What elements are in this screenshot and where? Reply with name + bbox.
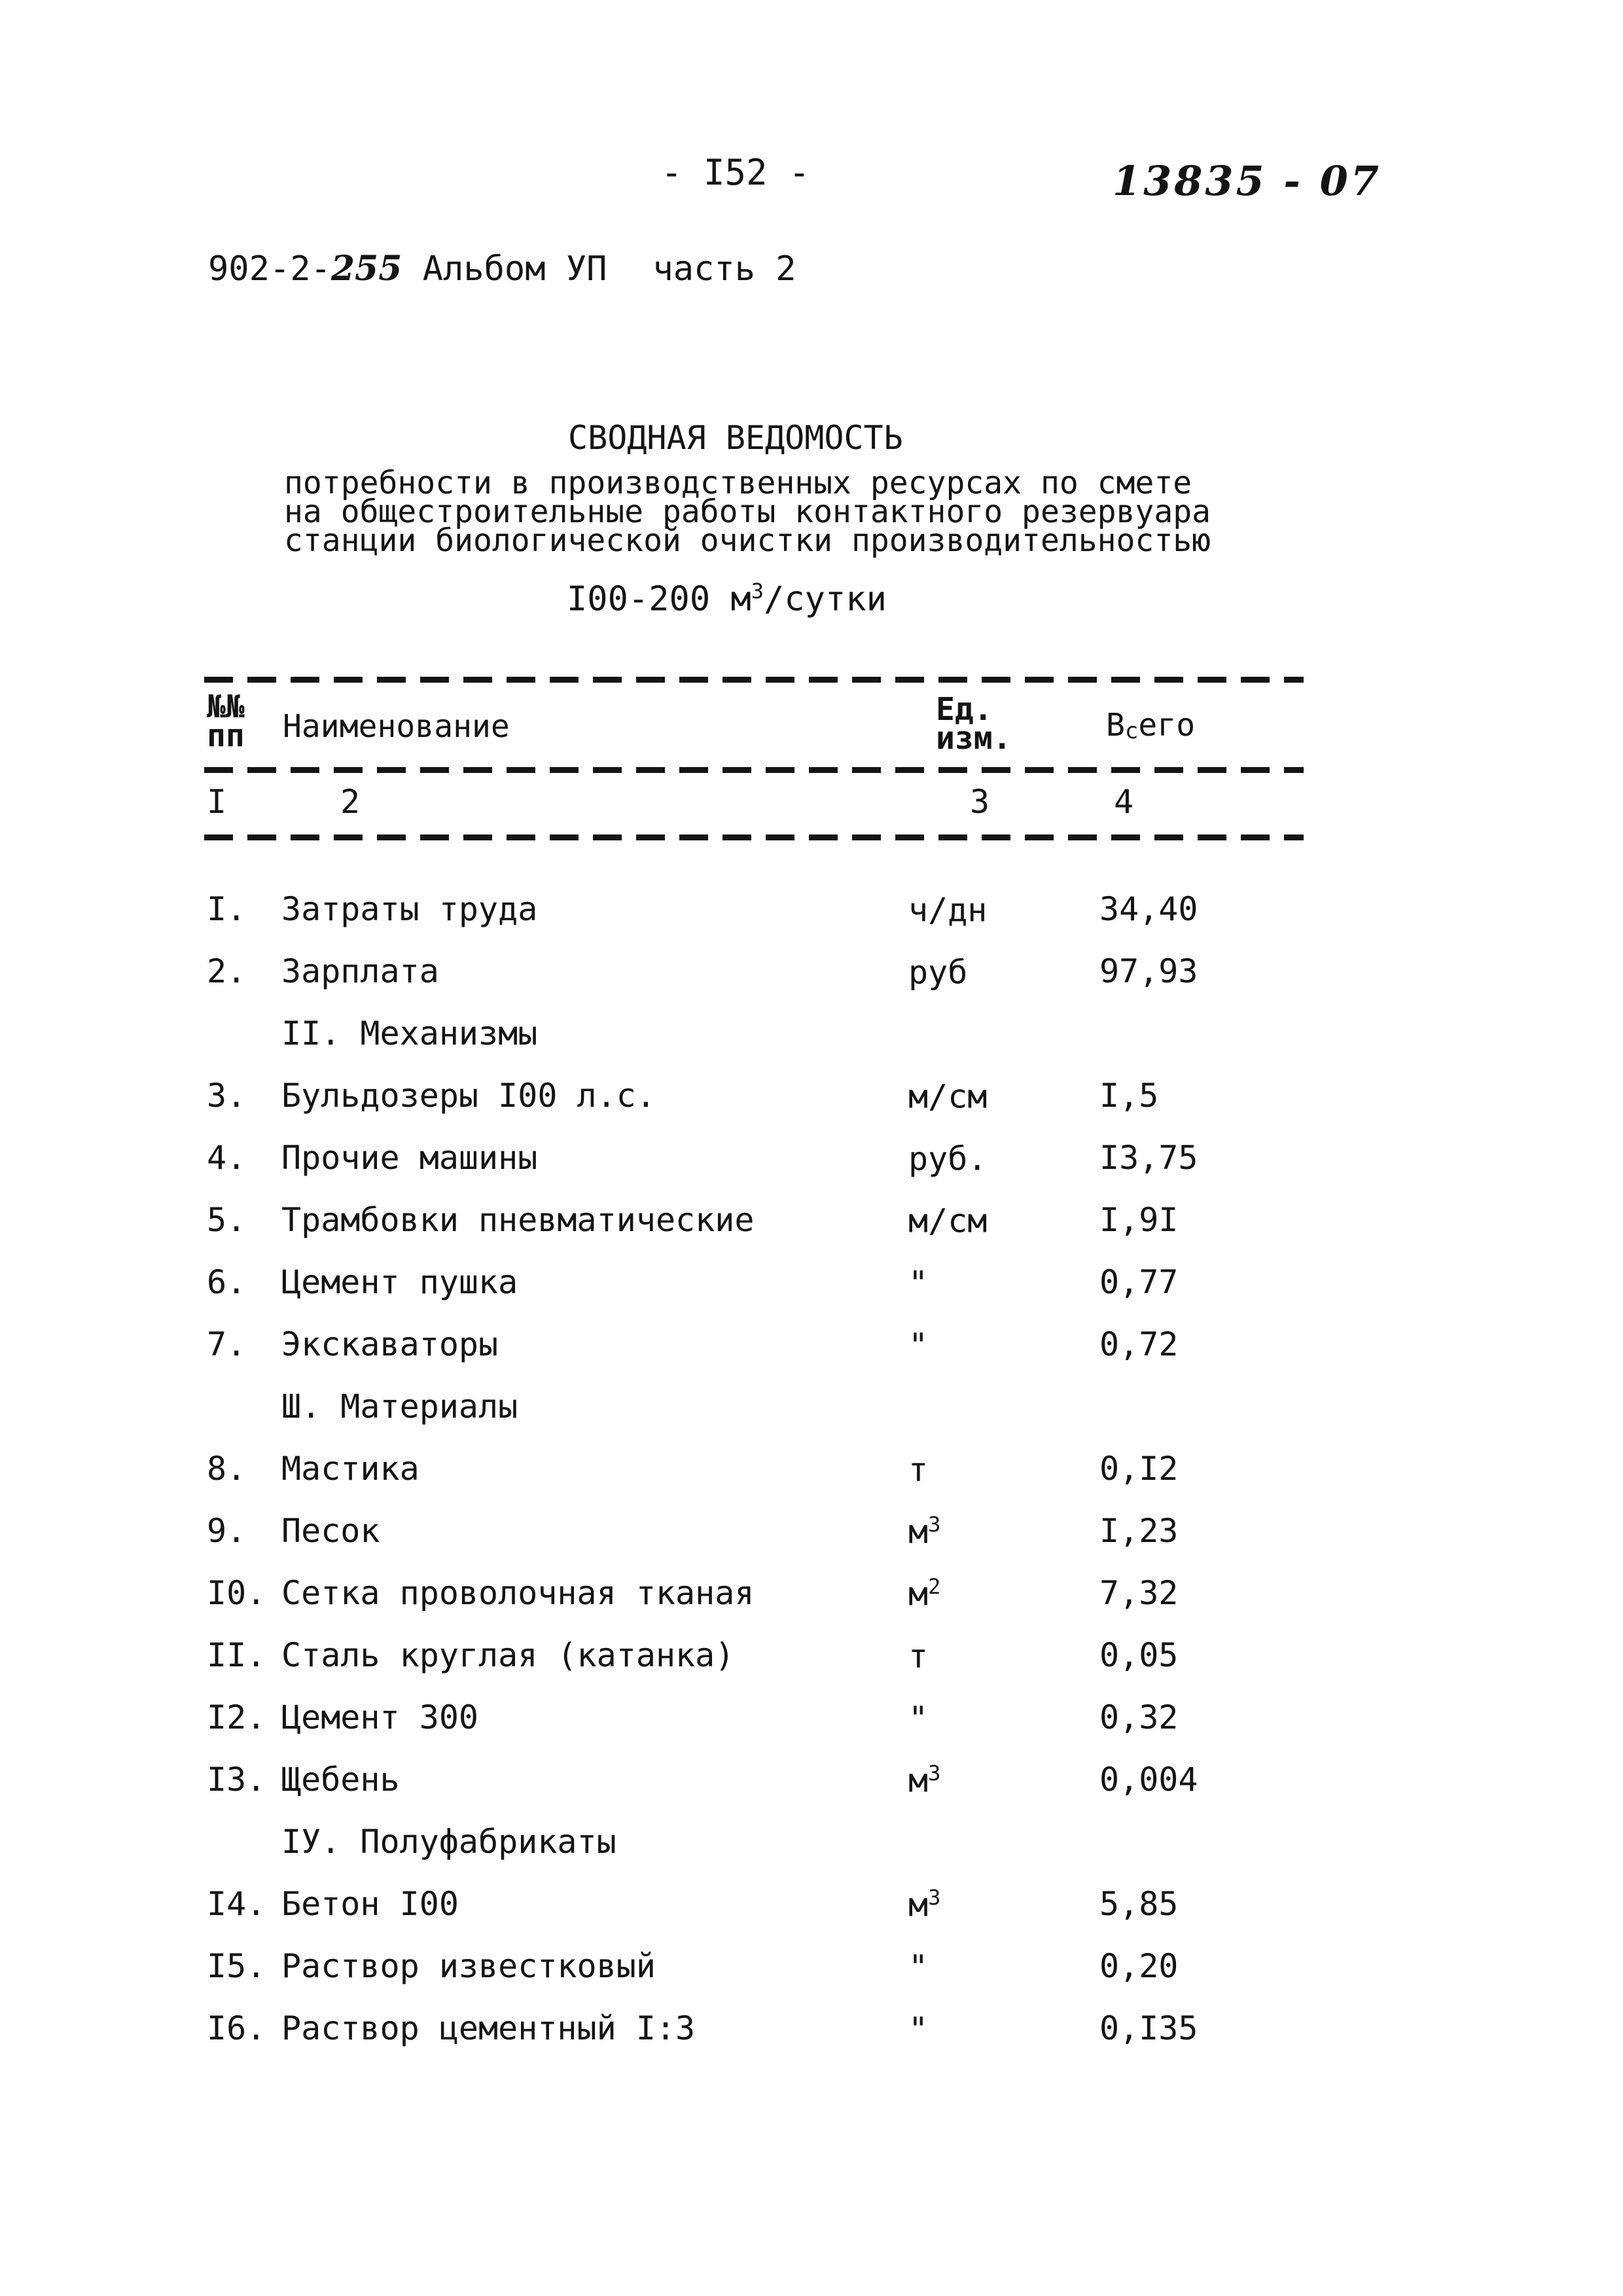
row-name: Раствор известковый bbox=[281, 1947, 656, 1985]
document-title: СВОДНАЯ ВЕДОМОСТЬ bbox=[568, 419, 903, 457]
subtitle-line-2: на общестроительные работы контактного резервуара bbox=[284, 493, 1211, 530]
section-heading-row bbox=[0, 1014, 1623, 1075]
table-row bbox=[0, 1077, 1623, 1137]
row-unit-text: " bbox=[908, 1264, 929, 1302]
table-row bbox=[0, 952, 1623, 1013]
row-name: Сетка проволочная тканая bbox=[281, 1574, 755, 1612]
row-unit bbox=[908, 952, 967, 992]
row-unit bbox=[908, 1761, 940, 1800]
doc-ref-album: Альбом УП bbox=[422, 249, 607, 289]
table-columns-rule bbox=[204, 834, 1304, 840]
section-heading: Ш. Материалы bbox=[281, 1388, 518, 1426]
row-number: 6. bbox=[207, 1263, 247, 1301]
header-unit bbox=[936, 691, 1012, 757]
row-name: Песок bbox=[281, 1512, 380, 1550]
row-unit-text: т bbox=[908, 1637, 929, 1676]
row-unit-sup: 2 bbox=[928, 1574, 941, 1599]
row-unit-text: т bbox=[908, 1450, 929, 1489]
row-total: I,5 bbox=[1099, 1077, 1159, 1115]
section-heading-row bbox=[0, 1388, 1623, 1448]
document-reference bbox=[208, 249, 796, 289]
row-number: I. bbox=[207, 890, 247, 928]
page-number: - I52 - bbox=[661, 152, 810, 193]
row-unit bbox=[908, 1636, 928, 1676]
row-unit bbox=[908, 1698, 928, 1738]
doc-ref-part: часть 2 bbox=[652, 249, 796, 289]
row-number: I6. bbox=[207, 2009, 266, 2047]
row-total: 0,004 bbox=[1099, 1761, 1198, 1799]
capacity-superscript: 3 bbox=[751, 579, 764, 603]
header-number-line-1: №№ bbox=[207, 689, 245, 725]
row-unit-sup: 3 bbox=[928, 1761, 941, 1785]
header-total-suffix: его bbox=[1138, 707, 1196, 744]
row-name: Щебень bbox=[281, 1761, 400, 1799]
capacity-line bbox=[567, 579, 887, 619]
subtitle-line-3: станции биологической очистки производительностью bbox=[284, 522, 1211, 559]
row-total: 97,93 bbox=[1099, 952, 1198, 990]
row-unit bbox=[908, 1512, 940, 1551]
row-name: Раствор цементный I:3 bbox=[281, 2009, 696, 2047]
table-header-rule bbox=[204, 767, 1304, 773]
table-row bbox=[0, 1574, 1623, 1634]
row-unit-text: м bbox=[908, 1513, 929, 1551]
row-unit-text: м/см bbox=[908, 1202, 988, 1240]
row-unit bbox=[908, 1450, 928, 1489]
row-unit bbox=[908, 1885, 940, 1924]
row-total: I3,75 bbox=[1099, 1139, 1198, 1177]
row-name: Мастика bbox=[281, 1450, 419, 1488]
row-unit-text: ч/дн bbox=[908, 891, 988, 929]
table-row bbox=[0, 1512, 1623, 1572]
doc-ref-prefix: 902-2- bbox=[208, 249, 331, 289]
row-name: Трамбовки пневматические bbox=[281, 1201, 755, 1239]
table-row bbox=[0, 1885, 1623, 1945]
row-total: 5,85 bbox=[1099, 1885, 1179, 1923]
row-name: Цемент пушка bbox=[281, 1263, 518, 1301]
row-unit bbox=[908, 890, 987, 929]
table-row bbox=[0, 1636, 1623, 1696]
row-unit bbox=[908, 1139, 987, 1178]
row-unit bbox=[908, 1574, 940, 1613]
row-total: 0,20 bbox=[1099, 1947, 1179, 1985]
table-row bbox=[0, 1947, 1623, 2007]
table-row bbox=[0, 890, 1623, 950]
section-heading: IУ. Полуфабрикаты bbox=[281, 1823, 616, 1861]
table-row bbox=[0, 1263, 1623, 1323]
row-total: 0,05 bbox=[1099, 1636, 1179, 1674]
row-number: I2. bbox=[207, 1698, 266, 1736]
table-row bbox=[0, 2009, 1623, 2070]
row-name: Зарплата bbox=[281, 952, 439, 990]
row-number: 7. bbox=[207, 1325, 247, 1363]
row-unit-text: м bbox=[908, 1575, 929, 1613]
row-total: 34,40 bbox=[1099, 890, 1198, 928]
capacity-unit: /сутки bbox=[764, 579, 887, 619]
row-name: Прочие машины bbox=[281, 1139, 538, 1177]
row-name: Затраты труда bbox=[281, 890, 538, 928]
row-number: I4. bbox=[207, 1885, 266, 1923]
row-total: 0,72 bbox=[1099, 1325, 1179, 1363]
table-row bbox=[0, 1698, 1623, 1759]
table-row bbox=[0, 1450, 1623, 1510]
row-unit bbox=[908, 1947, 928, 1986]
column-number-3: 3 bbox=[970, 783, 990, 821]
row-unit bbox=[908, 1325, 928, 1365]
column-number-4: 4 bbox=[1114, 783, 1134, 821]
row-unit-text: руб bbox=[908, 953, 968, 992]
subtitle-line-1: потребности в производственных ресурсах по смете bbox=[284, 465, 1192, 501]
row-total: I,23 bbox=[1099, 1512, 1179, 1550]
row-unit-sup: 3 bbox=[928, 1885, 941, 1910]
header-number-line-2: пп bbox=[207, 717, 245, 754]
capacity-value: I00-200 м bbox=[567, 579, 751, 619]
column-number-2: 2 bbox=[340, 783, 361, 821]
header-number bbox=[207, 689, 245, 754]
row-unit-sup: 3 bbox=[928, 1512, 941, 1537]
row-unit-text: " bbox=[908, 1948, 929, 1986]
row-number: II. bbox=[207, 1636, 266, 1674]
header-total-prefix: В bbox=[1106, 707, 1125, 744]
row-total: 0,77 bbox=[1099, 1263, 1179, 1301]
row-unit bbox=[908, 1263, 928, 1302]
row-name: Сталь круглая (катанка) bbox=[281, 1636, 735, 1674]
row-unit-text: м bbox=[908, 1761, 929, 1800]
row-unit-text: " bbox=[908, 2010, 929, 2049]
row-name: Бетон I00 bbox=[281, 1885, 459, 1923]
row-number: 4. bbox=[207, 1139, 247, 1177]
table-row bbox=[0, 1201, 1623, 1261]
header-total bbox=[1106, 707, 1195, 744]
row-number: 2. bbox=[207, 952, 247, 990]
table-top-rule bbox=[204, 677, 1304, 683]
row-name: Экскаваторы bbox=[281, 1325, 499, 1363]
row-number: 8. bbox=[207, 1450, 247, 1488]
row-number: 3. bbox=[207, 1077, 247, 1115]
section-heading-row bbox=[0, 1823, 1623, 1883]
row-total: I,9I bbox=[1099, 1201, 1179, 1239]
table-row bbox=[0, 1325, 1623, 1386]
row-number: I3. bbox=[207, 1761, 266, 1799]
row-unit-text: м/см bbox=[908, 1077, 988, 1116]
row-unit-text: руб. bbox=[908, 1139, 988, 1178]
row-unit bbox=[908, 1201, 987, 1240]
row-unit bbox=[908, 1077, 987, 1116]
row-number: 9. bbox=[207, 1512, 247, 1550]
header-name: Наименование bbox=[283, 708, 510, 745]
header-total-sub: с bbox=[1124, 718, 1139, 744]
row-total: 0,32 bbox=[1099, 1698, 1179, 1736]
doc-ref-handwritten-number: 255 bbox=[330, 249, 402, 289]
row-unit-text: " bbox=[908, 1699, 929, 1738]
table-row bbox=[0, 1761, 1623, 1821]
row-unit bbox=[908, 2009, 928, 2049]
row-number: I5. bbox=[207, 1947, 266, 1985]
row-unit-text: " bbox=[908, 1326, 929, 1365]
table-row bbox=[0, 1139, 1623, 1199]
header-unit-line-1: Ед. bbox=[936, 691, 993, 728]
handwritten-document-code: 13835 - 07 bbox=[1113, 157, 1382, 205]
header-unit-line-2: изм. bbox=[936, 720, 1012, 757]
row-total: 0,I35 bbox=[1099, 2009, 1198, 2047]
row-number: I0. bbox=[207, 1574, 266, 1612]
row-total: 0,I2 bbox=[1099, 1450, 1179, 1488]
row-name: Цемент 300 bbox=[281, 1698, 479, 1736]
section-heading: II. Механизмы bbox=[281, 1014, 538, 1052]
column-number-1: I bbox=[207, 783, 227, 821]
row-name: Бульдозеры I00 л.с. bbox=[281, 1077, 656, 1115]
row-unit-text: м bbox=[908, 1886, 929, 1924]
row-number: 5. bbox=[207, 1201, 247, 1239]
row-total: 7,32 bbox=[1099, 1574, 1179, 1612]
